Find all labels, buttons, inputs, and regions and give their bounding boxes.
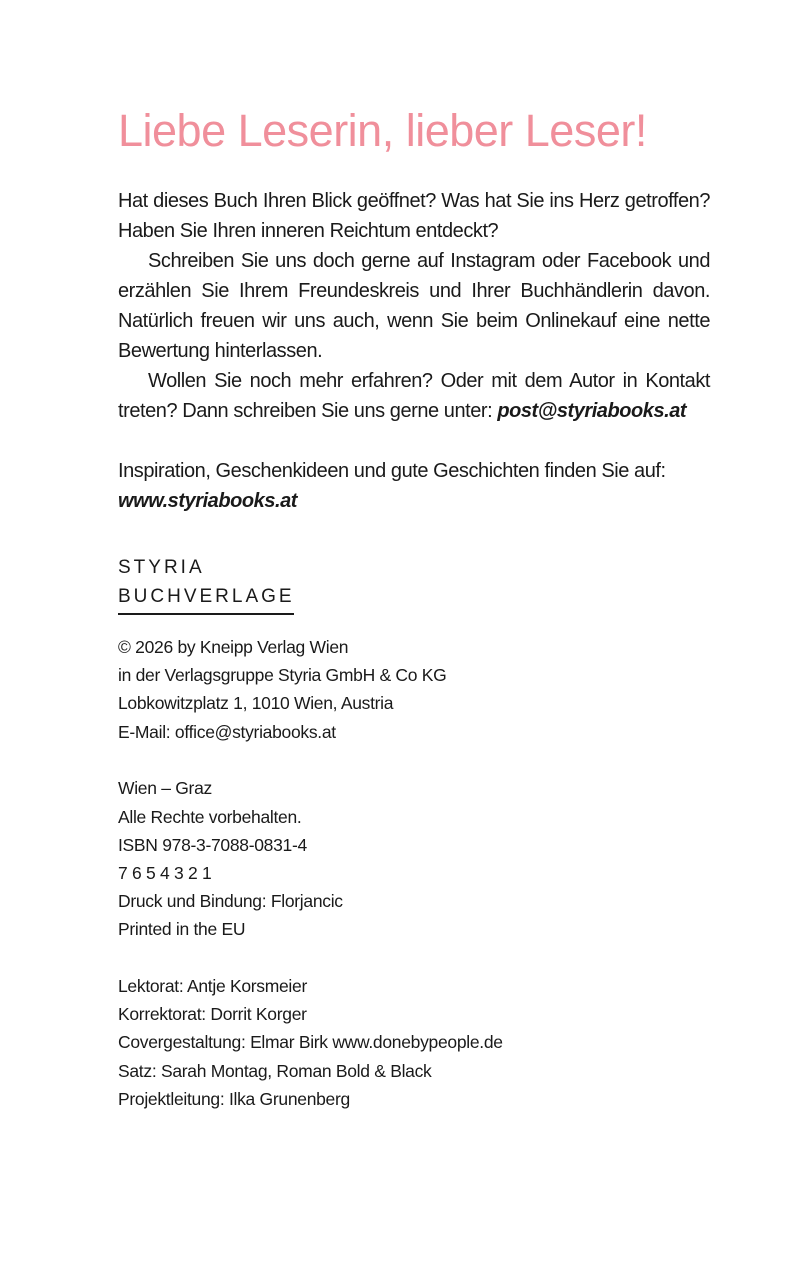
spacer: [118, 944, 503, 973]
imprint-email[interactable]: E-Mail: office@styriabooks.at: [118, 721, 336, 742]
imprint-details: [118, 633, 503, 1113]
publisher-block: [118, 633, 503, 746]
credit-line: Satz: Sarah Montag, Roman Bold & Black: [118, 1060, 432, 1081]
reader-message: [118, 186, 710, 426]
credit-line: Korrektorat: Dorrit Korger: [118, 1004, 307, 1025]
imprint-page: [118, 100, 710, 1109]
details-block: [118, 774, 503, 943]
intro-paragraph-2: Schreiben Sie uns doch gerne auf Instagram oder Facebook und erzählen Sie Ihrem Freundeskreis und Ihrer Buchhändlerin davon. Natürlich freuen wir uns auch, wenn Sie beim Onlinekauf eine nette Bewertung hinterlassen.: [118, 250, 710, 362]
inspiration-section: [118, 456, 710, 516]
imprint-line: Wien – Graz: [118, 778, 212, 799]
imprint-line: Printed in the EU: [118, 919, 246, 940]
imprint-line: in der Verlagsgruppe Styria GmbH & Co KG: [118, 665, 447, 686]
intro-paragraph-1: Hat dieses Buch Ihren Blick geöffnet? Was hat Sie ins Herz getroffen? Haben Sie Ihren inneren Reichtum entdeckt?: [118, 190, 710, 242]
spacer: [118, 746, 503, 775]
imprint-line: Druck und Bindung: Florjancic: [118, 891, 343, 912]
page-title: Liebe Leserin, lieber Leser!: [118, 105, 647, 156]
credit-line: Covergestaltung: Elmar Birk www.donebypeople.de: [118, 1032, 503, 1053]
isbn: ISBN 978-3-7088-0831-4: [118, 834, 307, 855]
contact-text: Wollen Sie noch mehr erfahren? Oder mit dem Autor in Kontakt treten? Dann schreiben Sie uns gerne unter:: [118, 370, 710, 422]
credits-block: [118, 972, 503, 1113]
credit-line: Lektorat: Antje Korsmeier: [118, 976, 307, 997]
imprint-line: Alle Rechte vorbehalten.: [118, 806, 302, 827]
contact-email-link[interactable]: post@styriabooks.at: [497, 400, 687, 422]
imprint-line: Lobkowitzplatz 1, 1010 Wien, Austria: [118, 693, 394, 714]
logo-line-1: STYRIA: [118, 557, 205, 578]
logo-underline: [118, 613, 294, 615]
logo-line-2: BUCHVERLAGE: [118, 586, 295, 607]
credit-line: Projektleitung: Ilka Grunenberg: [118, 1088, 350, 1109]
inspiration-text: Inspiration, Geschenkideen und gute Geschichten finden Sie auf:: [118, 460, 666, 482]
print-run: 7 6 5 4 3 2 1: [118, 862, 212, 883]
website-link[interactable]: www.styriabooks.at: [118, 490, 297, 512]
publisher-logo: [118, 553, 295, 615]
intro-paragraph-3: [118, 366, 710, 426]
imprint-line: © 2026 by Kneipp Verlag Wien: [118, 637, 349, 657]
